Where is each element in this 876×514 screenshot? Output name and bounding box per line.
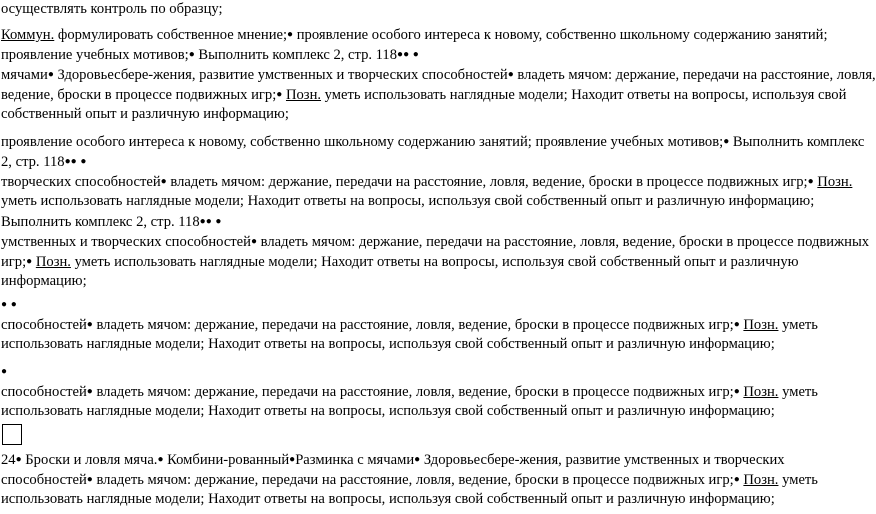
pozn-label: Позн. <box>817 174 853 190</box>
empty-table-cell <box>2 424 22 445</box>
text-run: способностей <box>1 384 87 400</box>
bullet-icon: ● <box>86 319 93 330</box>
bullet-icon: ● <box>1 366 8 377</box>
text-run: Выполнить комплекс <box>729 134 865 150</box>
bullet-icon: ● <box>160 176 167 187</box>
pozn-label: Позн. <box>743 384 779 400</box>
text-run: проявление особого интереса к новому, собственно школьному содержанию занятий; <box>293 27 828 43</box>
text-run: владеть мячом: держание, передачи на расстояние, ловля, ведение, броски в процессе подвижных игр; <box>166 174 808 190</box>
text-line <box>1 450 811 470</box>
text-line: осуществлять контроль по образцу; <box>1 1 223 17</box>
paragraph-2 <box>1 25 876 124</box>
bullet-icon: ● <box>733 319 740 330</box>
text-run: владеть мячом: держание, передачи на расстояние, ловля, <box>513 67 876 83</box>
text-run: уметь <box>778 317 818 333</box>
text-line: использовать наглядные модели; Находит ответы на вопросы, используя свой собственный опыт и различную информацию; <box>1 491 775 507</box>
bullet-icon: ● <box>157 454 164 465</box>
pozn-label: Позн. <box>285 87 322 103</box>
bullet-icon: ● <box>188 49 195 60</box>
text-line <box>1 85 847 105</box>
bullet-icon: ● <box>723 136 730 147</box>
paragraph-6 <box>1 362 818 421</box>
pozn-label: Позн. <box>743 472 779 488</box>
text-line <box>1 45 811 65</box>
text-run: уметь использовать наглядные модели; Находит ответы на вопросы, используя свой <box>321 87 847 103</box>
text-run: 2, стр. 118 <box>1 154 65 170</box>
text-run: владеть мячом: держание, передачи на расстояние, ловля, ведение, броски в процессе подвижных игр; <box>92 472 734 488</box>
bullet-icon: ● <box>80 156 87 167</box>
kommun-label: Коммун. <box>1 27 55 43</box>
text-run: владеть мячом: держание, передачи на расстояние, ловля, ведение, броски в процессе подвижных игр; <box>92 384 734 400</box>
text-line: уметь использовать наглядные модели; Находит ответы на вопросы, используя свой собственный опыт и различную информацию; <box>1 193 815 209</box>
text-line <box>1 252 811 272</box>
bullet-icon: ● <box>403 49 410 60</box>
paragraph-5 <box>1 295 818 354</box>
text-line <box>1 470 818 490</box>
text-run: Разминка с мячами <box>295 452 415 468</box>
bullet-icon: ● <box>15 454 22 465</box>
text-run: Здоровьесбере-жения, развитие умственных и творческих <box>420 452 785 468</box>
text-run: ведение, броски в процессе подвижных игр; <box>1 87 277 103</box>
bullet-icon: ● <box>250 236 258 247</box>
text-line <box>1 65 876 85</box>
text-run: Комбини-рованный <box>163 452 290 468</box>
text-run: мячами <box>1 67 48 83</box>
bullet-icon: ● <box>397 49 404 60</box>
bullet-icon: ● <box>86 474 93 485</box>
bullet-icon: ● <box>414 454 421 465</box>
text-line <box>1 152 811 172</box>
paragraph-4 <box>1 212 870 291</box>
bullet-icon: ● <box>507 69 514 80</box>
text-run: игр; <box>1 254 27 270</box>
bullet-icon: ● <box>86 386 93 397</box>
bullet-icon: ● <box>47 69 54 80</box>
bullet-icon: ● <box>205 216 212 227</box>
text-line <box>1 315 818 335</box>
text-line <box>1 132 865 152</box>
text-line <box>1 25 828 45</box>
text-run: проявление учебных мотивов; <box>1 47 189 63</box>
text-line <box>1 295 811 315</box>
pozn-label: Позн. <box>35 254 71 270</box>
text-run: уметь использовать наглядные модели; Находит ответы на вопросы, используя свой собственный опыт и различную <box>70 254 799 270</box>
text-line <box>1 212 811 232</box>
bullet-icon: ● <box>10 299 17 310</box>
bullet-icon: ● <box>807 176 814 187</box>
text-run: умственных и творческих способностей <box>1 234 251 250</box>
bullet-icon: ● <box>215 216 222 227</box>
text-line: информацию; <box>1 273 87 289</box>
text-line <box>1 232 870 252</box>
text-run: творческих способностей <box>1 174 161 190</box>
text-line: использовать наглядные модели; Находит ответы на вопросы, используя свой собственный опыт и различную информацию; <box>1 336 775 352</box>
text-run: Здоровьесбере-жения, развитие умственных и творческих способностей <box>53 67 508 83</box>
text-run: владеть мячом: держание, передачи на расстояние, ловля, ведение, броски в процессе подвижных <box>257 234 870 250</box>
bullet-icon: ● <box>287 29 294 40</box>
bullet-icon: ● <box>199 216 206 227</box>
bullet-icon: ● <box>733 386 740 397</box>
text-run: способностей <box>1 472 87 488</box>
bullet-icon: ● <box>289 454 296 465</box>
bullet-icon: ● <box>276 89 283 100</box>
lesson-number: 24 <box>1 452 16 468</box>
text-line <box>1 172 853 192</box>
text-run: формулировать собственное мнение; <box>54 27 288 43</box>
text-run: уметь <box>778 472 818 488</box>
bullet-icon: ● <box>733 474 740 485</box>
bullet-icon: ● <box>64 156 71 167</box>
text-run: Броски и ловля мяча. <box>21 452 158 468</box>
text-line <box>1 362 811 382</box>
text-run: способностей <box>1 317 87 333</box>
text-line <box>1 382 818 402</box>
text-run: уметь <box>778 384 818 400</box>
text-line: собственный опыт и различную информацию; <box>1 106 289 122</box>
bullet-icon: ● <box>26 256 33 267</box>
paragraph-1 <box>1 0 811 19</box>
bullet-icon: ● <box>412 49 419 60</box>
pozn-label: Позн. <box>743 317 779 333</box>
bullet-icon: ● <box>70 156 77 167</box>
text-run: проявление особого интереса к новому, собственно школьному содержанию занятий; проявление учебных мотивов; <box>1 134 724 150</box>
text-run: Выполнить комплекс 2, стр. 118 <box>194 47 398 63</box>
text-run: Выполнить комплекс 2, стр. 118 <box>1 214 200 230</box>
paragraph-7 <box>1 450 818 509</box>
text-run: владеть мячом: держание, передачи на расстояние, ловля, ведение, броски в процессе подвижных игр; <box>92 317 734 333</box>
text-line: использовать наглядные модели; Находит ответы на вопросы, используя свой собственный опыт и различную информацию; <box>1 403 775 419</box>
paragraph-3 <box>1 132 865 211</box>
bullet-icon: ● <box>1 299 8 310</box>
